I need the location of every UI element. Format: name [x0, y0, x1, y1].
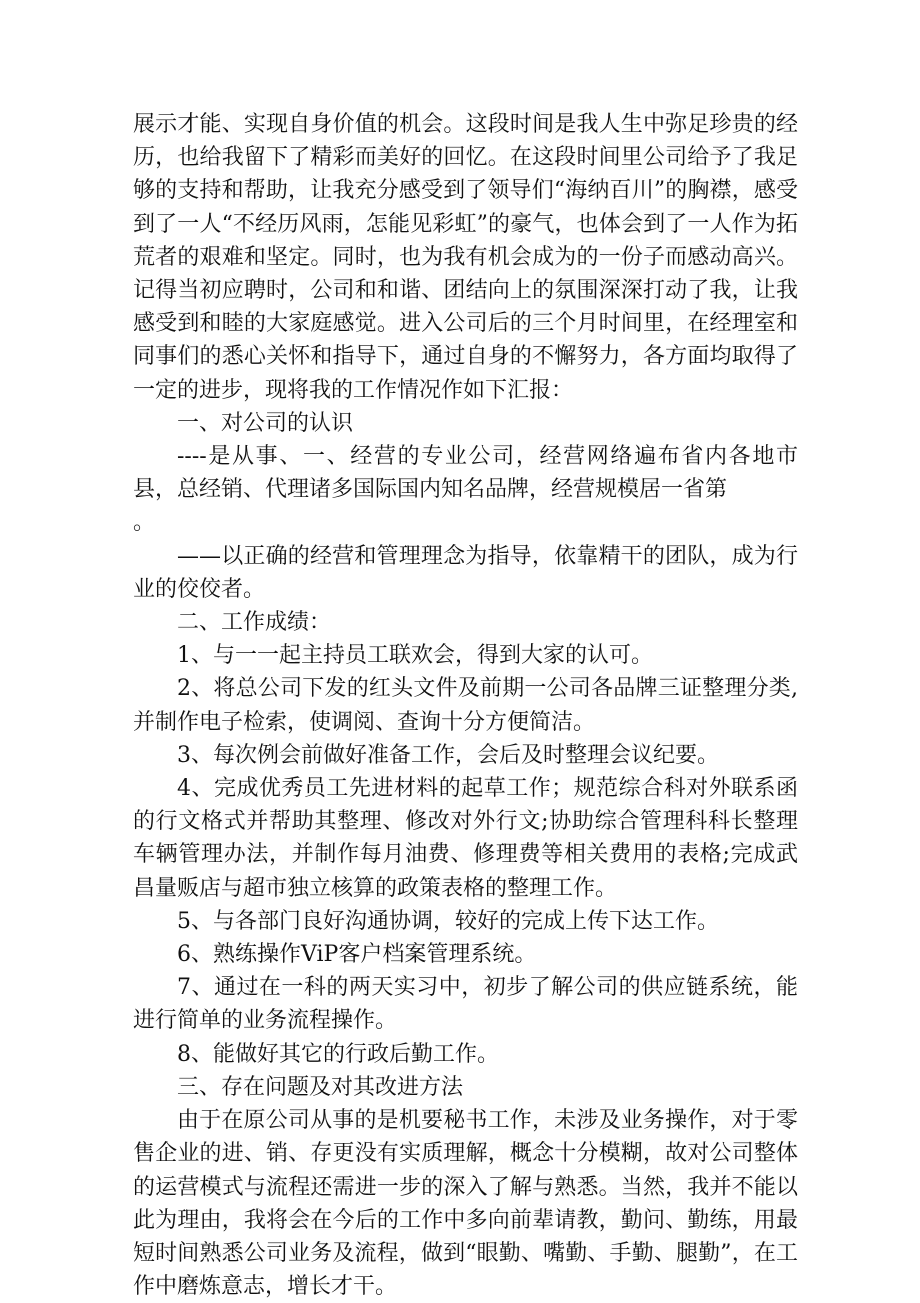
- achievement-item-2: 2、将总公司下发的红头文件及前期一公司各品牌三证整理分类,并制作电子检索，使调阅、查询十分方便简洁。: [133, 676, 798, 735]
- achievement-item-1: 1、与一一起主持员工联欢会，得到大家的认可。: [177, 643, 653, 669]
- section-heading-company: 一、对公司的认识: [177, 410, 354, 436]
- paragraph-period-mark: 。: [133, 510, 156, 536]
- document-body: [133, 108, 798, 1303]
- achievement-item-4: 4、完成优秀员工先进材料的起草工作；规范综合科对外联系函的行文格式并帮助其整理、修改对外行文;协助综合管理科科长整理车辆管理办法，并制作每月油费、修理费等相关费用的表格;完成武昌量贩店与超市独立核算的政策表格的整理工作。: [133, 776, 798, 901]
- paragraph-company-philosophy: ——以正确的经营和管理理念为指导，依靠精干的团队，成为行业的佼佼者。: [133, 543, 798, 602]
- section-heading-achievements: 二、工作成绩：: [177, 610, 332, 636]
- paragraph-company-business: ----是从事、一、经营的专业公司，经营网络遍布省内各地市县，总经销、代理诸多国际国内知名品牌，经营规模居一省第: [133, 444, 798, 503]
- section-heading-problems: 三、存在问题及对其改进方法: [177, 1074, 464, 1100]
- achievement-item-7: 7、通过在一科的两天实习中，初步了解公司的供应链系统，能进行简单的业务流程操作。: [133, 975, 798, 1034]
- achievement-item-3: 3、每次例会前做好准备工作，会后及时整理会议纪要。: [177, 742, 719, 768]
- achievement-item-5: 5、与各部门良好沟通协调，较好的完成上传下达工作。: [177, 908, 719, 934]
- paragraph-intro: 展示才能、实现自身价值的机会。这段时间是我人生中弥足珍贵的经历，也给我留下了精彩而美好的回忆。在这段时间里公司给予了我足够的支持和帮助，让我充分感受到了领导们“海纳百川”的胸襟，感受到了一人“不经历风雨，怎能见彩虹”的豪气，也体会到了一人作为拓荒者的艰难和坚定。同时，也为我有机会成为的一份子而感动高兴。记得当初应聘时，公司和和谐、团结向上的氛围深深打动了我，让我感受到和睦的大家庭感觉。进入公司后的三个月时间里，在经理室和同事们的悉心关怀和指导下，通过自身的不懈努力，各方面均取得了一定的进步，现将我的工作情况作如下汇报：: [133, 112, 798, 403]
- achievement-item-6: 6、熟练操作ViP客户档案管理系统。: [177, 942, 537, 968]
- paragraph-problems-improvement: 由于在原公司从事的是机要秘书工作，未涉及业务操作，对于零售企业的进、销、存更没有实质理解，概念十分模糊，故对公司整体的运营模式与流程还需进一步的深入了解与熟悉。当然，我并不能以此为理由，我将会在今后的工作中多向前辈请教，勤问、勤练，用最短时间熟悉公司业务及流程，做到“眼勤、嘴勤、手勤、腿勤”，在工作中磨炼意志，增长才干。: [133, 1108, 798, 1300]
- achievement-item-8: 8、能做好其它的行政后勤工作。: [177, 1041, 499, 1067]
